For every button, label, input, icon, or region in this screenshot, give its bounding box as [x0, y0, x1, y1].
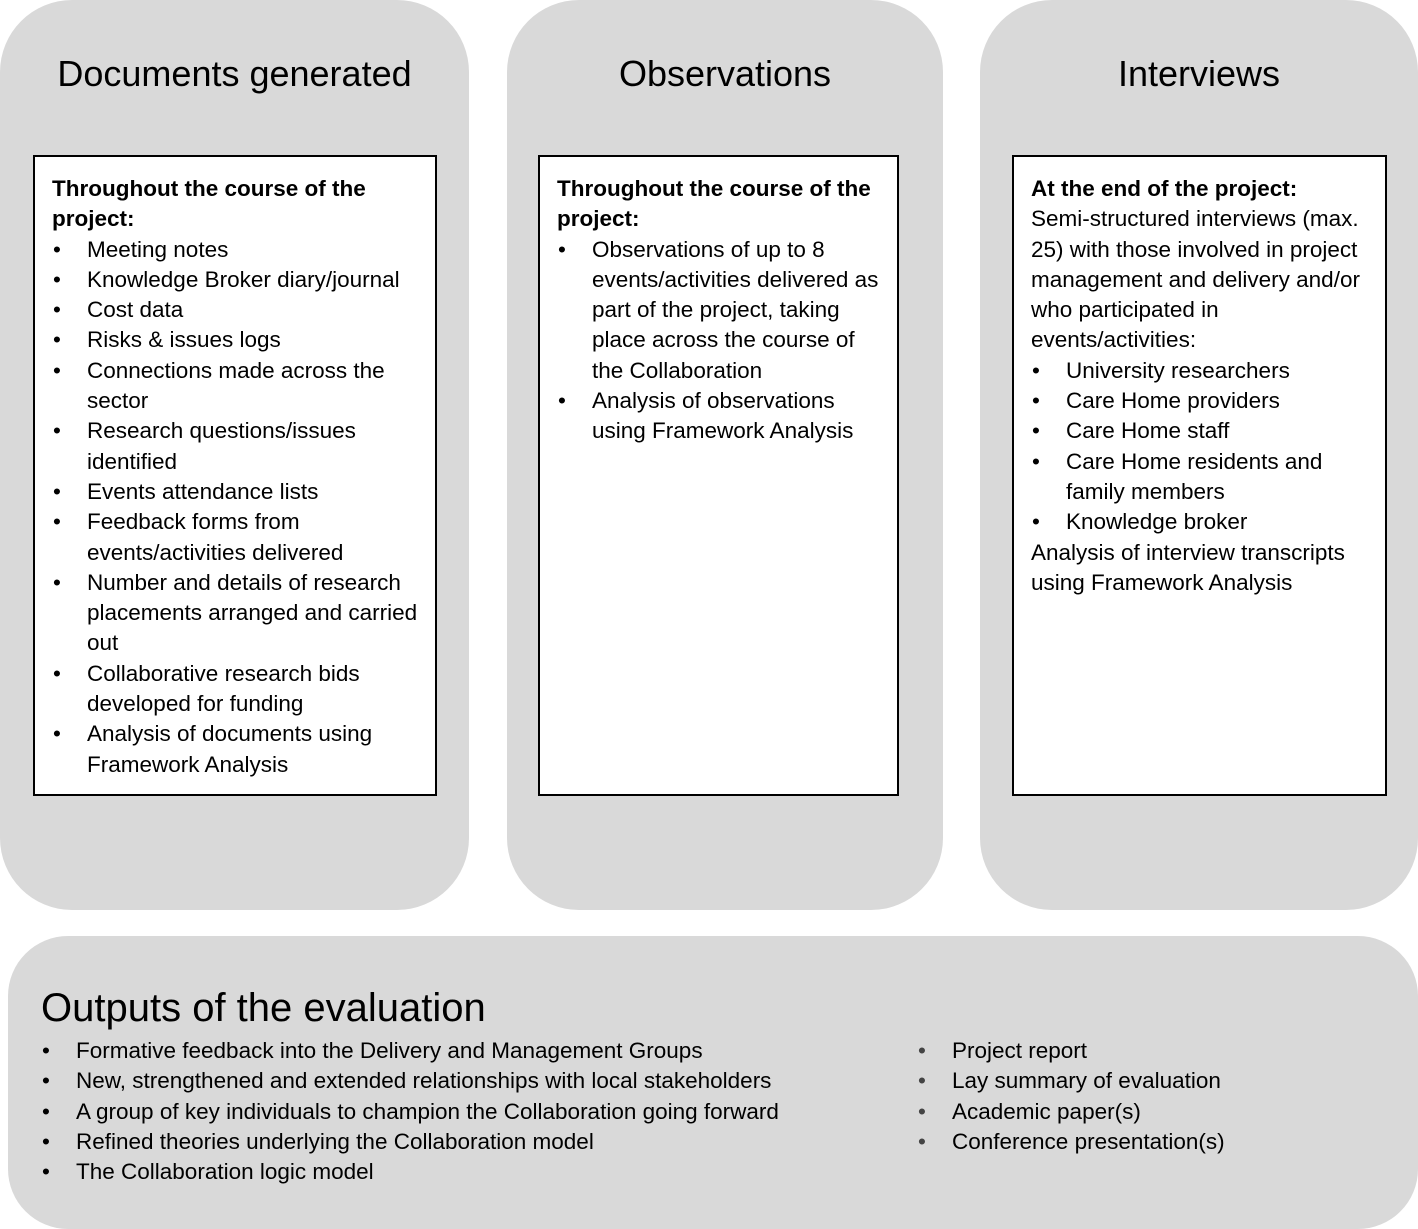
documents-list	[52, 235, 421, 780]
list-item: • Refined theories underlying the Collaboration model	[41, 1127, 881, 1157]
list-item: • Connections made across the sector	[52, 356, 421, 417]
outputs-right-column	[917, 1036, 1357, 1157]
interviews-list	[1031, 356, 1371, 538]
list-item: • The Collaboration logic model	[41, 1157, 881, 1187]
interviews-lead: At the end of the project:	[1031, 176, 1298, 201]
list-item: • Collaborative research bids developed for funding	[52, 659, 421, 720]
list-item: • Meeting notes	[52, 235, 421, 265]
outputs-left-list	[41, 1036, 881, 1187]
observations-box	[538, 155, 899, 796]
interviews-intro: Semi-structured interviews (max. 25) with those involved in project management and delivery and/or who participated in events/activities:	[1031, 206, 1360, 353]
list-item: • Analysis of observations using Framework Analysis	[557, 386, 883, 447]
list-item: • Project report	[917, 1036, 1357, 1066]
list-item: • Care Home residents and family members	[1031, 447, 1371, 508]
interviews-title: Interviews	[1117, 53, 1281, 94]
list-item: • Lay summary of evaluation	[917, 1066, 1357, 1096]
list-item: • University researchers	[1031, 356, 1371, 386]
list-item: • Care Home providers	[1031, 386, 1371, 416]
outputs-title: Outputs of the evaluation	[41, 986, 486, 1030]
documents-lead: Throughout the course of the project:	[52, 176, 366, 232]
observations-lead: Throughout the course of the project:	[557, 176, 871, 232]
list-item: • Risks & issues logs	[52, 325, 421, 355]
list-item: • Conference presentation(s)	[917, 1127, 1357, 1157]
observations-list	[557, 235, 883, 447]
list-item: • Formative feedback into the Delivery and Management Groups	[41, 1036, 881, 1066]
outputs-left-column	[41, 1036, 881, 1187]
list-item: • Analysis of documents using Framework Analysis	[52, 719, 421, 780]
list-item: • Knowledge Broker diary/journal	[52, 265, 421, 295]
interviews-closing: Analysis of interview transcripts using Framework Analysis	[1031, 539, 1345, 595]
list-item: • Cost data	[52, 295, 421, 325]
list-item: • Events attendance lists	[52, 477, 421, 507]
list-item: • Academic paper(s)	[917, 1097, 1357, 1127]
list-item: • Knowledge broker	[1031, 507, 1371, 537]
documents-box	[33, 155, 437, 796]
list-item: • Feedback forms from events/activities delivered	[52, 507, 421, 568]
observations-title: Observations	[618, 53, 832, 94]
list-item: • A group of key individuals to champion the Collaboration going forward	[41, 1097, 881, 1127]
list-item: • Observations of up to 8 events/activities delivered as part of the project, taking place across the course of the Collaboration	[557, 235, 883, 386]
list-item: • Care Home staff	[1031, 416, 1371, 446]
documents-title: Documents generated	[57, 53, 412, 94]
interviews-box	[1012, 155, 1387, 796]
outputs-right-list	[917, 1036, 1357, 1157]
list-item: • Research questions/issues identified	[52, 416, 421, 477]
list-item: • New, strengthened and extended relationships with local stakeholders	[41, 1066, 881, 1096]
list-item: • Number and details of research placements arranged and carried out	[52, 568, 421, 659]
